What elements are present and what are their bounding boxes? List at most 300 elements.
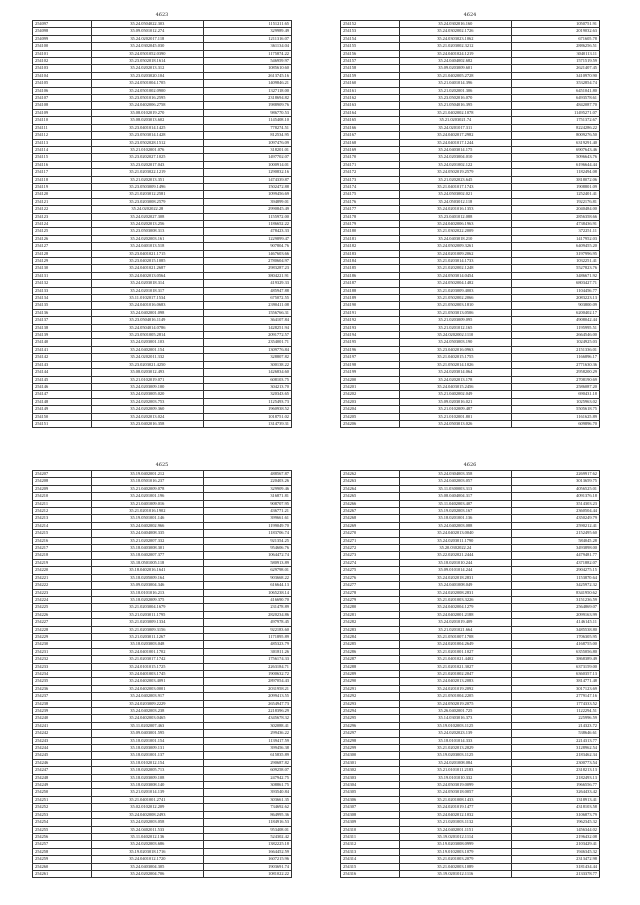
row-id-cell: 254237 bbox=[33, 693, 92, 700]
table-row bbox=[33, 183, 292, 190]
row-id-cell: 254099 bbox=[33, 35, 92, 42]
amount-cell: 372251.11 bbox=[512, 228, 600, 235]
table-row bbox=[33, 265, 292, 272]
table-row bbox=[341, 811, 600, 818]
table-row bbox=[33, 700, 292, 707]
code-cell: 35.21.0401017.1743 bbox=[399, 183, 511, 190]
row-id-cell: 254108 bbox=[33, 102, 92, 109]
code-cell: 35.24.0202013.312 bbox=[91, 65, 203, 72]
table-row bbox=[341, 309, 600, 316]
amount-cell: 1474339.87 bbox=[204, 176, 292, 183]
table-row bbox=[341, 567, 600, 574]
amount-cell: 2983287.23 bbox=[204, 265, 292, 272]
row-id-cell: 254238 bbox=[33, 700, 92, 707]
code-cell: 35.24.0202003.161 bbox=[91, 235, 203, 242]
table-row bbox=[341, 132, 600, 139]
amount-cell: 1195995.51 bbox=[512, 324, 600, 331]
table-row bbox=[341, 332, 600, 339]
amount-cell: 671605.78 bbox=[512, 35, 600, 42]
code-cell: 35.21.0201003.1132 bbox=[399, 819, 511, 826]
code-cell: 35.18.0403008.301 bbox=[91, 545, 203, 552]
amount-cell: 1467603.66 bbox=[204, 250, 292, 257]
row-id-cell: 254205 bbox=[341, 413, 400, 420]
table-row bbox=[341, 176, 600, 183]
table-row bbox=[341, 287, 600, 294]
code-cell: 35.24.0402008.2493 bbox=[91, 811, 203, 818]
table-row bbox=[33, 737, 292, 744]
row-id-cell: 254257 bbox=[33, 841, 92, 848]
amount-cell: 6451041.80 bbox=[512, 87, 600, 94]
amount-cell: 303661.35 bbox=[204, 796, 292, 803]
row-id-cell: 254136 bbox=[33, 309, 92, 316]
amount-cell: 497978.45 bbox=[204, 619, 292, 626]
row-id-cell: 254272 bbox=[341, 545, 400, 552]
amount-cell: 6319291.40 bbox=[512, 139, 600, 146]
table-row bbox=[33, 670, 292, 677]
row-id-cell: 254143 bbox=[33, 361, 92, 368]
row-id-cell: 254125 bbox=[33, 228, 92, 235]
row-id-cell: 254190 bbox=[341, 302, 400, 309]
code-cell: 35.24.0202013.178 bbox=[399, 376, 511, 383]
code-cell: 35.24.0202018.2831 bbox=[399, 574, 511, 581]
table-row bbox=[33, 198, 292, 205]
table-row bbox=[341, 406, 600, 413]
table-row bbox=[33, 715, 292, 722]
code-cell: 35.21.0202001.306 bbox=[399, 87, 511, 94]
table-row bbox=[33, 324, 292, 331]
row-id-cell: 254153 bbox=[341, 28, 400, 35]
row-id-cell: 254302 bbox=[341, 767, 400, 774]
table-row bbox=[341, 663, 600, 670]
code-cell: 35.08.0203013.602 bbox=[91, 117, 203, 124]
amount-cell: 419329.33 bbox=[204, 280, 292, 287]
amount-cell: 6907643.46 bbox=[512, 146, 600, 153]
amount-cell: 1966556.77 bbox=[512, 782, 600, 789]
row-id-cell: 254311 bbox=[341, 833, 400, 840]
row-id-cell: 254110 bbox=[33, 117, 92, 124]
table-row bbox=[33, 21, 292, 28]
amount-cell: 2886256.51 bbox=[512, 43, 600, 50]
row-id-cell: 254220 bbox=[33, 567, 92, 574]
amount-cell: 1290832.16 bbox=[204, 169, 292, 176]
row-id-cell: 254263 bbox=[341, 478, 400, 485]
code-cell: 35.19.0402001.212 bbox=[91, 471, 203, 478]
table-row bbox=[33, 767, 292, 774]
code-cell: 35.24.0401003.1745 bbox=[91, 670, 203, 677]
table-row bbox=[33, 80, 292, 87]
amount-cell: 6360357.13 bbox=[512, 670, 600, 677]
amount-cell: 1309776.84 bbox=[204, 346, 292, 353]
code-cell: 35.21.0203004.1679 bbox=[91, 604, 203, 611]
row-id-cell: 254187 bbox=[341, 280, 400, 287]
amount-cell: 488567.87 bbox=[204, 471, 292, 478]
row-id-cell: 254151 bbox=[33, 420, 92, 427]
row-id-cell: 254170 bbox=[341, 154, 400, 161]
code-cell: 35.24.0403014.175 bbox=[399, 146, 511, 153]
code-cell: 35.24.0401017.1244 bbox=[399, 139, 511, 146]
row-id-cell: 254150 bbox=[33, 413, 92, 420]
table-row bbox=[33, 745, 292, 752]
table-row bbox=[341, 265, 600, 272]
code-cell: 35.18.0101014.333 bbox=[399, 737, 511, 744]
code-cell: 35.02.0102012.209 bbox=[91, 804, 203, 811]
amount-cell: 4738436.91 bbox=[512, 220, 600, 227]
amount-cell: 436771.21 bbox=[204, 508, 292, 515]
row-id-cell: 254106 bbox=[33, 87, 92, 94]
amount-cell: 6493578.61 bbox=[512, 95, 600, 102]
code-cell: 35.24.0303023.1062 bbox=[399, 35, 511, 42]
row-id-cell: 254119 bbox=[33, 183, 92, 190]
row-id-cell: 254208 bbox=[33, 478, 92, 485]
table-row bbox=[33, 774, 292, 781]
row-id-cell: 254147 bbox=[33, 391, 92, 398]
code-cell: 35.24.0202017.118 bbox=[91, 35, 203, 42]
table-row bbox=[341, 678, 600, 685]
code-cell: 35.24.0402001.1151 bbox=[399, 826, 511, 833]
table-row bbox=[33, 589, 292, 596]
amount-cell: 2654947.73 bbox=[204, 700, 292, 707]
row-id-cell: 254222 bbox=[33, 582, 92, 589]
code-cell: 35.22.0202021.2444 bbox=[399, 552, 511, 559]
table-row bbox=[33, 796, 292, 803]
table-row bbox=[33, 117, 292, 124]
table-row bbox=[341, 856, 600, 863]
code-cell: 35.21.0201003.3226 bbox=[399, 596, 511, 603]
table-panel-4625 bbox=[32, 460, 292, 878]
row-id-cell: 254229 bbox=[33, 633, 92, 640]
code-cell: 35.24.0503018.0057 bbox=[399, 789, 511, 796]
amount-cell: 3814771.48 bbox=[512, 678, 600, 685]
row-id-cell: 254315 bbox=[341, 863, 400, 870]
table-row bbox=[33, 545, 292, 552]
table-row bbox=[33, 413, 292, 420]
code-cell: 35.24.0501002.0900 bbox=[91, 87, 203, 94]
amount-cell: 2151336.01 bbox=[512, 346, 600, 353]
table-row bbox=[33, 656, 292, 663]
row-id-cell: 254209 bbox=[33, 485, 92, 492]
code-cell: 35.24.0402006.2758 bbox=[91, 102, 203, 109]
code-cell: 35.21.0101011.2183 bbox=[399, 767, 511, 774]
code-cell: 35.24.0203009.2229 bbox=[91, 700, 203, 707]
amount-cell: 4842087.70 bbox=[512, 102, 600, 109]
code-cell: 35.23.0401014.1425 bbox=[91, 124, 203, 131]
table-row bbox=[341, 700, 600, 707]
row-id-cell: 254287 bbox=[341, 656, 400, 663]
row-id-cell: 254188 bbox=[341, 287, 400, 294]
amount-cell: 1327118.00 bbox=[204, 87, 292, 94]
code-cell: 35.11.0402012.136 bbox=[91, 833, 203, 840]
code-cell: 35.21.0201014.139 bbox=[91, 789, 203, 796]
table-row bbox=[33, 508, 292, 515]
table-row bbox=[341, 398, 600, 405]
code-cell: 35.21.0502003.1810 bbox=[399, 302, 511, 309]
amount-cell: 6200402.17 bbox=[512, 309, 600, 316]
amount-cell: 4371882.07 bbox=[512, 559, 600, 566]
amount-cell: 2904275.15 bbox=[512, 567, 600, 574]
amount-cell: 1211316.07 bbox=[204, 35, 292, 42]
amount-cell: 2664546.00 bbox=[512, 332, 600, 339]
code-cell: 35.21.0302022.2009 bbox=[399, 228, 511, 235]
table-row bbox=[33, 537, 292, 544]
table-row bbox=[341, 354, 600, 361]
row-id-cell: 254123 bbox=[33, 213, 92, 220]
row-id-cell: 254149 bbox=[33, 406, 92, 413]
code-cell: 35.24.0402013.0040 bbox=[399, 530, 511, 537]
code-cell: 35.24.0503012.118 bbox=[399, 198, 511, 205]
amount-cell: 907804.76 bbox=[204, 243, 292, 250]
amount-cell: 903800.09 bbox=[512, 302, 600, 309]
amount-cell: 1097476.09 bbox=[204, 139, 292, 146]
row-id-cell: 254280 bbox=[341, 604, 400, 611]
table-row bbox=[341, 243, 600, 250]
code-cell: 35.24.0402003.057 bbox=[399, 478, 511, 485]
table-panel-4624 bbox=[340, 10, 600, 428]
row-id-cell: 254160 bbox=[341, 80, 400, 87]
row-id-cell: 254146 bbox=[33, 383, 92, 390]
code-cell: 35.18.0102012.154 bbox=[91, 759, 203, 766]
amount-cell: 908707.95 bbox=[204, 500, 292, 507]
row-id-cell: 254301 bbox=[341, 759, 400, 766]
amount-cell: 2820234.86 bbox=[204, 611, 292, 618]
row-id-cell: 254274 bbox=[341, 559, 400, 566]
amount-cell: 416690.70 bbox=[204, 596, 292, 603]
code-cell: 35.24.0402003.0465 bbox=[91, 715, 203, 722]
row-id-cell: 254210 bbox=[33, 493, 92, 500]
code-cell: 35.24.0101015.1725 bbox=[91, 663, 203, 670]
table-row bbox=[341, 235, 600, 242]
table-row bbox=[341, 722, 600, 729]
amount-cell: 1252401.41 bbox=[512, 191, 600, 198]
row-id-cell: 254245 bbox=[33, 752, 92, 759]
row-id-cell: 254113 bbox=[33, 139, 92, 146]
row-id-cell: 254304 bbox=[341, 782, 400, 789]
row-id-cell: 254126 bbox=[33, 235, 92, 242]
amount-cell: 318201.01 bbox=[204, 146, 292, 153]
row-id-cell: 254213 bbox=[33, 515, 92, 522]
table-row bbox=[33, 72, 292, 79]
table-row bbox=[341, 833, 600, 840]
code-cell: 35.18.0203009.108 bbox=[91, 774, 203, 781]
amount-cell: 2613745.16 bbox=[204, 72, 292, 79]
code-cell: 35.24.0203014.064 bbox=[399, 369, 511, 376]
amount-cell: 2091772.57 bbox=[204, 332, 292, 339]
code-cell: 35.21.0201021.664 bbox=[399, 626, 511, 633]
code-cell: 35.24.0202003.686 bbox=[91, 841, 203, 848]
table-row bbox=[341, 745, 600, 752]
row-id-cell: 254133 bbox=[33, 287, 92, 294]
row-id-cell: 254313 bbox=[341, 848, 400, 855]
amount-cell: 329989.49 bbox=[204, 28, 292, 35]
table-row bbox=[33, 596, 292, 603]
table-panel-4623 bbox=[32, 10, 292, 428]
table-row bbox=[33, 376, 292, 383]
row-id-cell: 254285 bbox=[341, 641, 400, 648]
row-id-cell: 254214 bbox=[33, 522, 92, 529]
code-cell: 35.24.0504014.0786 bbox=[91, 324, 203, 331]
amount-cell: 8224286.22 bbox=[512, 124, 600, 131]
amount-cell: 1104456.77 bbox=[512, 287, 600, 294]
code-cell: 35.21.0202013.2029 bbox=[399, 745, 511, 752]
amount-cell: 8341950.62 bbox=[512, 589, 600, 596]
amount-cell: 778274.51 bbox=[204, 124, 292, 131]
amount-cell: 1032251.41 bbox=[512, 258, 600, 265]
amount-cell: 1081022.22 bbox=[204, 870, 292, 877]
code-cell: 35.24.0403015.2456 bbox=[399, 383, 511, 390]
amount-cell: 4479481.77 bbox=[512, 552, 600, 559]
table-row bbox=[33, 176, 292, 183]
row-id-cell: 254288 bbox=[341, 663, 400, 670]
code-cell: 35.21.0203011.1267 bbox=[91, 633, 203, 640]
table-row bbox=[341, 295, 600, 302]
amount-cell: 2300773.54 bbox=[512, 759, 600, 766]
row-id-cell: 254258 bbox=[33, 848, 92, 855]
amount-cell: 2182493.13 bbox=[512, 774, 600, 781]
table-row bbox=[341, 848, 600, 855]
table-row bbox=[33, 317, 292, 324]
amount-cell: 2214313.77 bbox=[512, 737, 600, 744]
code-cell: 35.24.0402003.917 bbox=[91, 693, 203, 700]
row-id-cell: 254252 bbox=[33, 804, 92, 811]
code-cell: 35.21.0201012.165 bbox=[399, 324, 511, 331]
code-cell: 35.21.0401009.016 bbox=[91, 500, 203, 507]
code-cell: 35.21.0201001.1027 bbox=[399, 648, 511, 655]
table-row bbox=[341, 72, 600, 79]
amount-cell: 986770.53 bbox=[204, 109, 292, 116]
code-cell: 35.21.0401021.4402 bbox=[399, 656, 511, 663]
row-id-cell: 254251 bbox=[33, 796, 92, 803]
table-row bbox=[341, 361, 600, 368]
row-id-cell: 254247 bbox=[33, 767, 92, 774]
table-row bbox=[341, 139, 600, 146]
row-id-cell: 254173 bbox=[341, 176, 400, 183]
code-cell: 35.21.0202013.351 bbox=[91, 176, 203, 183]
row-id-cell: 254159 bbox=[341, 72, 400, 79]
amount-cell: 1151211.65 bbox=[204, 21, 292, 28]
table-row bbox=[341, 169, 600, 176]
table-row bbox=[341, 759, 600, 766]
code-cell: 35.24.0402001.098 bbox=[91, 309, 203, 316]
code-cell: 35.08.0203012.493 bbox=[91, 369, 203, 376]
amount-cell: 6355056.80 bbox=[512, 648, 600, 655]
row-id-cell: 254103 bbox=[33, 65, 92, 72]
amount-cell: 2263184.71 bbox=[204, 663, 292, 670]
table-row bbox=[33, 102, 292, 109]
row-id-cell: 254189 bbox=[341, 295, 400, 302]
amount-cell: 1706305.95 bbox=[512, 633, 600, 640]
code-cell: 35.09.0203004.346 bbox=[91, 582, 203, 589]
amount-cell: 329909.46 bbox=[204, 485, 292, 492]
row-id-cell: 254264 bbox=[341, 485, 400, 492]
amount-cell: 4908042.44 bbox=[512, 317, 600, 324]
table-row bbox=[341, 737, 600, 744]
table-row bbox=[341, 250, 600, 257]
amount-cell: 953408.01 bbox=[204, 826, 292, 833]
amount-cell: 3486671.92 bbox=[512, 272, 600, 279]
row-id-cell: 254124 bbox=[33, 220, 92, 227]
table-row bbox=[33, 132, 292, 139]
row-id-cell: 254291 bbox=[341, 685, 400, 692]
amount-cell: 3493898.00 bbox=[512, 545, 600, 552]
code-cell: 35.24.0401021.2687 bbox=[91, 265, 203, 272]
amount-cell: 3425972.32 bbox=[512, 582, 600, 589]
amount-cell: 1756174.33 bbox=[204, 656, 292, 663]
code-cell: 35.24.0203005.020 bbox=[91, 391, 203, 398]
amount-cell: 3804221.91 bbox=[204, 272, 292, 279]
row-id-cell: 254176 bbox=[341, 198, 400, 205]
code-cell: 35.24.0402001.2188 bbox=[399, 611, 511, 618]
amount-cell: 524302.42 bbox=[204, 833, 292, 840]
table-row bbox=[33, 515, 292, 522]
amount-cell: 1318913.41 bbox=[512, 796, 600, 803]
table-row bbox=[341, 95, 600, 102]
code-cell: 35.18.0203008.140 bbox=[91, 782, 203, 789]
code-cell: 35.24.0203001.103 bbox=[91, 339, 203, 346]
table-row bbox=[341, 841, 600, 848]
code-cell: 35.24.0202013.024 bbox=[91, 413, 203, 420]
table-row bbox=[341, 161, 600, 168]
amount-cell: 2708190.69 bbox=[512, 376, 600, 383]
row-id-cell: 254300 bbox=[341, 752, 400, 759]
code-cell: 35.24.0202002.1110 bbox=[399, 332, 511, 339]
code-cell: 35.24.0403004.305 bbox=[91, 863, 203, 870]
row-id-cell: 254201 bbox=[341, 383, 400, 390]
table-row bbox=[33, 243, 292, 250]
code-cell: 35.19.0201012.1116 bbox=[399, 870, 511, 877]
code-cell: 35.24.0202004.706 bbox=[91, 870, 203, 877]
row-id-cell: 254308 bbox=[341, 811, 400, 818]
code-cell: 35.19.0203018.1716 bbox=[91, 848, 203, 855]
amount-cell: 2771630.36 bbox=[512, 361, 600, 368]
table-row bbox=[341, 28, 600, 35]
row-id-cell: 254207 bbox=[33, 471, 92, 478]
table-row bbox=[341, 124, 600, 131]
amount-cell: 921354.25 bbox=[204, 537, 292, 544]
code-cell: 35.19.0203003.1125 bbox=[399, 752, 511, 759]
code-cell: 35.23.0503008.313 bbox=[91, 228, 203, 235]
table-row bbox=[341, 43, 600, 50]
code-cell: 35.24.0402003.238 bbox=[91, 708, 203, 715]
row-id-cell: 254235 bbox=[33, 678, 92, 685]
table-row bbox=[33, 708, 292, 715]
amount-cell: 361134.04 bbox=[204, 43, 292, 50]
amount-cell: 1960938.52 bbox=[204, 406, 292, 413]
amount-cell: 3128962.54 bbox=[512, 745, 600, 752]
code-cell: 35.11.0300003.313 bbox=[399, 485, 511, 492]
code-cell: 35.26.0402001.725 bbox=[399, 708, 511, 715]
code-cell: 35.09.0203016.021 bbox=[399, 398, 511, 405]
table-row bbox=[33, 833, 292, 840]
code-cell: 35.18.0402016.1641 bbox=[91, 567, 203, 574]
table-row bbox=[33, 332, 292, 339]
amount-cell: 2318694.82 bbox=[204, 95, 292, 102]
table-row bbox=[341, 508, 600, 515]
row-id-cell: 254295 bbox=[341, 715, 400, 722]
amount-cell: 2133378.77 bbox=[512, 870, 600, 877]
row-id-cell: 254163 bbox=[341, 102, 400, 109]
row-id-cell: 254230 bbox=[33, 641, 92, 648]
table-row bbox=[33, 811, 292, 818]
row-id-cell: 254177 bbox=[341, 206, 400, 213]
table-row bbox=[341, 641, 600, 648]
code-cell: 35.24.0202003.058 bbox=[91, 819, 203, 826]
row-id-cell: 254292 bbox=[341, 693, 400, 700]
row-id-cell: 254242 bbox=[33, 730, 92, 737]
row-id-cell: 254155 bbox=[341, 43, 400, 50]
amount-cell: 1664452.59 bbox=[204, 848, 292, 855]
row-id-cell: 254097 bbox=[33, 21, 92, 28]
code-cell: 35.24.0502009.3261 bbox=[399, 243, 511, 250]
amount-cell: 1183706.74 bbox=[204, 530, 292, 537]
